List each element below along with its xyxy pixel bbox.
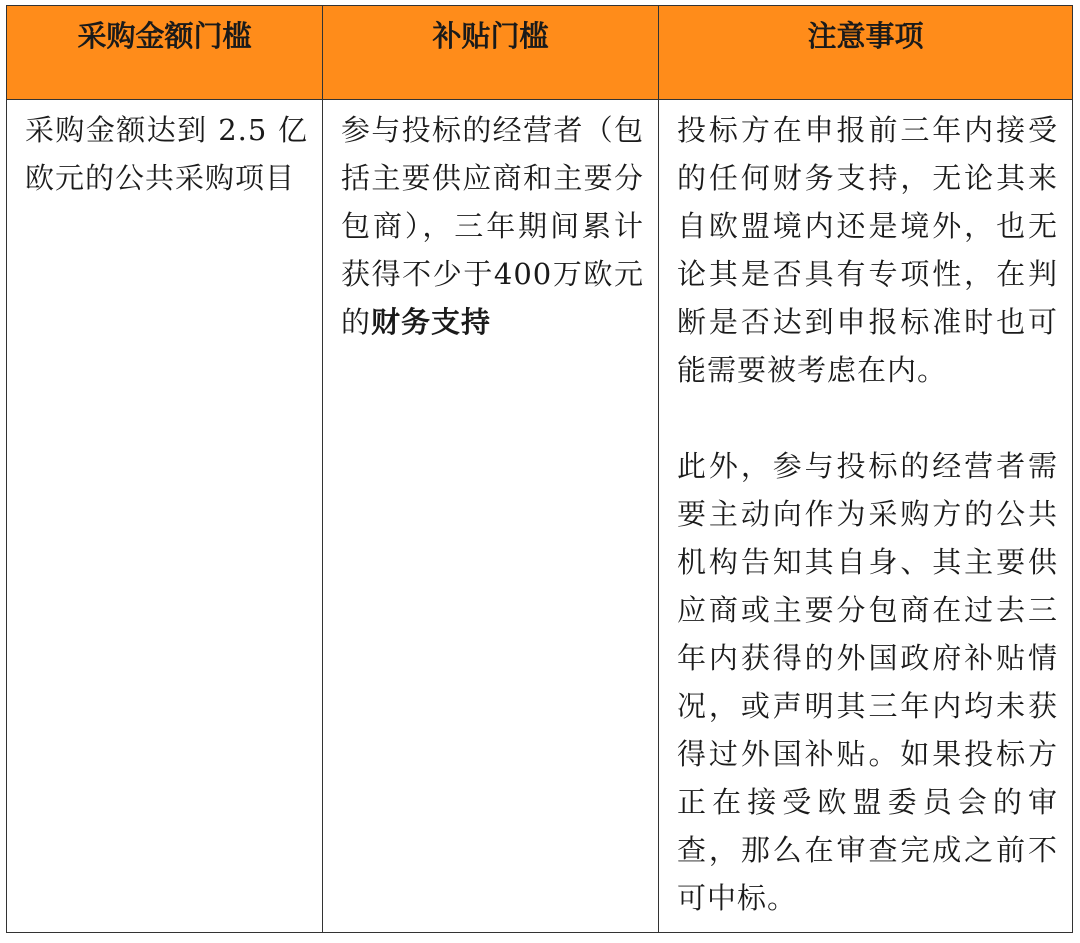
subsidy-threshold-bold-term: 财务支持 [371,305,492,339]
table-header-row [7,6,1073,100]
header-label: 补贴门槛 [432,19,549,53]
cell-notes [659,100,1073,933]
header-label: 注意事项 [807,19,924,53]
subsidy-threshold-table [6,5,1073,933]
header-subsidy-threshold [323,6,659,100]
cell-subsidy-threshold [323,100,659,933]
notes-paragraph-1: 投标方在申报前三年内接受的任何财务支持，无论其来自欧盟境内还是境外，也无论其是否具有专项性，在判断是否达到申报标准时也可能需要被考虑在内。 [677,113,1058,387]
header-procurement-threshold [7,6,323,100]
subsidy-table-container [6,5,1072,933]
header-label: 采购金额门槛 [77,19,252,53]
header-notes [659,6,1073,100]
procurement-threshold-text: 采购金额达到 2.5 亿欧元的公共采购项目 [25,113,308,195]
subsidy-threshold-text: 参与投标的经营者（包括主要供应商和主要分包商），三年期间累计获得不少于400万欧元的 [341,113,644,339]
table-row [7,100,1073,933]
notes-paragraph-2: 此外，参与投标的经营者需要主动向作为采购方的公共机构告知其自身、其主要供应商或主要分包商在过去三年内获得的外国政府补贴情况，或声明其三年内均未获得过外国补贴。如果投标方正在接受欧盟委员会的审查，那么在审查完成之前不可中标。 [677,449,1058,915]
cell-procurement-threshold [7,100,323,933]
